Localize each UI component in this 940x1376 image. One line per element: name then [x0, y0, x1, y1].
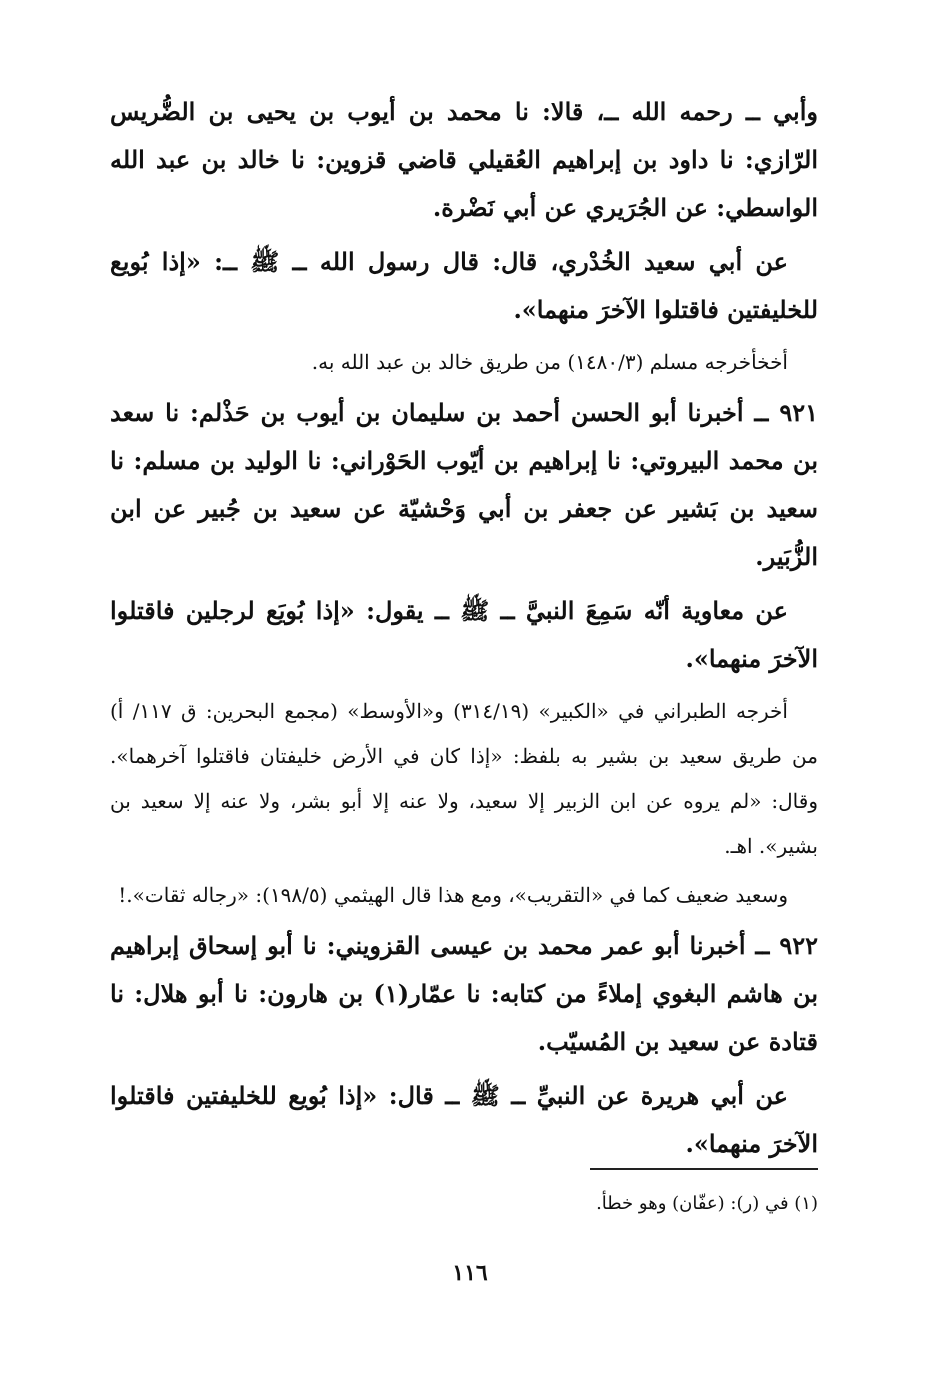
- hadith-921-chain-paragraph: ٩٢١ ــ أخبرنا أبو الحسن أحمد بن سليمان بن أيوب بن حَذْلم: نا سعد بن محمد البيروتي: نا إبراهيم بن أيّوب الحَوْراني: نا الوليد بن مسلم: نا سعيد بن بَشير عن جعفر بن أبي وَحْشيّة عن سعيد بن جُبير عن ابن الزُّبَير.: [110, 398, 818, 571]
- grading-note-paragraph: وسعيد ضعيف كما في «التقريب»، ومع هذا قال الهيثمي (١٩٨/٥): «رجاله ثقات».!: [118, 883, 788, 907]
- hadith-text-paragraph: عن أبي سعيد الخُدْري، قال: قال رسول الله ــ ﷺ ــ: «إذا بُويع للخليفتين فاقتلوا الآخرَ منهما».: [110, 247, 818, 324]
- hadith-922-chain-paragraph: ٩٢٢ ــ أخبرنا أبو عمر محمد بن عيسى القزويني: نا أبو إسحاق إبراهيم بن هاشم البغوي إملاءً من كتابه: نا عمّار(١) بن هارون: نا أبو هلال: نا قتادة عن سعيد بن المُسيّب.: [110, 931, 819, 1056]
- hadith-921-text-paragraph: عن معاوية أنّه سَمِعَ النبيَّ ــ ﷺ ــ يقول: «إذا بُويَع لرجلين فاقتلوا الآخرَ منهما».: [110, 596, 818, 673]
- chain-of-narration-paragraph: وأبي ــ رحمه الله ــ، قالا: نا محمد بن أيوب بن يحيى بن الضُّريس الرّازي: نا داود بن إبراهيم العُقيلي قاضي قزوين: نا خالد بن عبد الله الواسطي: عن الجُرَيري عن أبي نَضْرة.: [110, 97, 818, 222]
- page-number: ١١٦: [452, 1260, 488, 1286]
- takhrij-note-paragraph: أخخأخرجه مسلم (١٤٨٠/٣) من طريق خالد بن عبد الله به.: [311, 350, 788, 374]
- footnote: (١) في (ر): (عفّان) وهو خطأ.: [596, 1193, 818, 1214]
- page-body: [110, 88, 818, 1174]
- hadith-922-text-paragraph: عن أبي هريرة عن النبيِّ ــ ﷺ ــ قال: «إذا بُويع للخليفتين فاقتلوا الآخرَ منهما».: [110, 1081, 818, 1158]
- footnote-divider: [590, 1168, 818, 1170]
- takhrij-tabarani-paragraph: أخرجه الطبراني في «الكبير» (٣١٤/١٩) و«الأوسط» (مجمع البحرين: ق ١١٧/ أ) من طريق سعيد بن بشير به بلفظ: «إذا كان في الأرض خليفتان فاقتلوا آخرهما». وقال: «لم يروه عن ابن الزبير إلا سعيد، ولا عنه إلا أبو بشر، ولا عنه إلا سعيد بن بشير». اهـ.: [110, 699, 818, 858]
